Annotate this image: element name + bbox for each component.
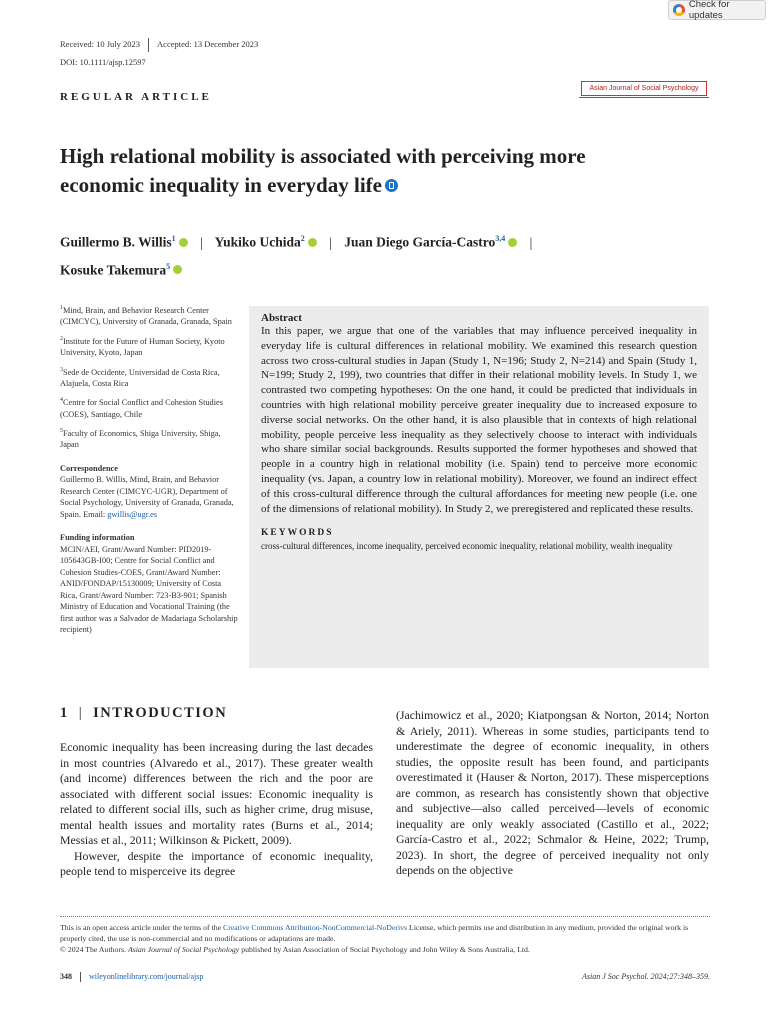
author-affiliation-sup: 5 (166, 261, 171, 271)
author-separator: | (200, 234, 203, 250)
check-for-updates-label: Check for updates (688, 0, 730, 21)
affiliation-text: Centre for Social Conflict and Cohesion Studies (COES), Santiago, Chile (60, 398, 223, 419)
orcid-icon[interactable] (508, 238, 517, 247)
author-affiliation-sup: 2 (300, 234, 305, 243)
article-type: REGULAR ARTICLE (60, 91, 212, 103)
author-separator: | (529, 234, 533, 250)
copyright-text: published by Asian Association of Social Psychology and John Wiley & Sons Australia, Ltd. (239, 945, 530, 954)
body-column-left (60, 740, 373, 880)
orcid-icon[interactable] (173, 265, 182, 274)
abstract-text: In this paper, we argue that one of the variables that may influence perceived inequality in everyday life is cultural differences in relational mobility. We examined this research question across two cross-cultural studies in Japan (Study 1, N=196; Study 2, N=214) and Spain (Study 1, N=199; Study 2, 199), two countries that differ in their relational mobility levels. In Study 1, we contrasted two competing hypotheses: On the one hand, it could be predicted that individuals in countries with high relational mobility perceive greater inequality due to increased exposure to diverse social networks. On the other hand, it is also plausible that in contexts of high relational mobility, people perceive less inequality as they selectively choose to interact with individuals who share similar social backgrounds. Results supported the former hypotheses and showed that people in a country high in relational mobility (i.e. Spain) tend to perceive more economic inequality (vs. Japan, a country low in relational mobility). Moreover, we found an indirect effect of this cross-cultural difference through the cultural affordances for meeting new people (i.e. one of the dimensions of relational mobility). In Study 2, we preregistered and replicated these results. (261, 325, 697, 515)
author-separator: | (329, 234, 332, 250)
check-for-updates-button[interactable] (668, 0, 766, 20)
affiliation (60, 303, 240, 328)
author-name[interactable]: Kosuke Takemura (60, 262, 167, 277)
affiliation-text: Mind, Brain, and Behavior Research Center (CIMCYC), University of Granada, Granada, Spain (60, 305, 232, 327)
affiliation-sup: 2 (60, 335, 63, 342)
received-date: Received: 10 July 2023 (60, 38, 141, 49)
author-name[interactable]: Yukiko Uchida (214, 234, 301, 250)
author-affiliation-sup: 1 (171, 234, 176, 243)
license-note (60, 922, 710, 955)
keywords-heading: KEYWORDS (261, 528, 334, 539)
title-line-2: economic inequality in everyday life (60, 173, 382, 197)
citation: Asian J Soc Psychol. 2024;27:348–359. (582, 972, 710, 981)
author-name[interactable]: Guillermo B. Willis (60, 234, 172, 250)
body-column-right (396, 708, 709, 879)
section-heading (60, 705, 227, 722)
affiliation-sup: 3 (60, 366, 63, 373)
affiliation (60, 395, 240, 420)
divider (80, 972, 81, 982)
paragraph: (Jachimowicz et al., 2020; Kiatpongsan & Norton, 2014; Norton & Ariely, 2011). Whereas in some studies, participants tend to underestimate the degree of economic inequality, in others studies, the opposite result has been found, and participants overestimated it (Hauser & Norton, 2017). These misperceptions are common, as research has consistently shown that objective and subjective—also called perceived—levels of economic inequality are only weakly associated (Castillo et al., 2022; García-Castro et al., 2022; Schmalor & Heine, 2022; Trump, 2023). In short, the degree of perceived inequality not only depends on the objective (396, 708, 709, 877)
open-access-icon (385, 179, 398, 192)
abstract-box (249, 306, 709, 668)
crossmark-icon (673, 4, 685, 16)
funding-heading: Funding information (60, 533, 135, 543)
affiliation-sup: 1 (60, 305, 63, 311)
affiliation-sup: 4 (60, 397, 63, 404)
paragraph: However, despite the importance of economic inequality, people tend to misperceive its degree (60, 848, 373, 878)
page-number: 348 (60, 972, 72, 981)
correspondence-heading: Correspondence (60, 463, 118, 473)
abstract-heading: Abstract (261, 312, 302, 324)
affiliation-text: Faculty of Economics, Shiga University, Shiga, Japan (60, 428, 221, 450)
article-title (60, 142, 700, 200)
license-link[interactable]: Creative Commons Attribution-NonCommercial-NoDerivs (223, 923, 408, 932)
copyright-journal: Asian Journal of Social Psychology (127, 945, 240, 954)
footer-divider (60, 916, 710, 917)
affiliation (60, 334, 240, 359)
article-dates (60, 38, 258, 52)
funding-text: MCIN/AEI, Grant/Award Number: PID2019-105643GB-I00; Centre for Social Conflict and Cohesion Studies-COES, Grant/Award Number: ANID/FONDAP/15130009; University of Costa Rica, Grant/Award Number: 723-B3-901; Spanish Ministry of Education and Vocational Training (the first author was a Salvador de Madariaga Scholarship recipient) (60, 544, 238, 635)
license-text: This is an open access article under the terms of the (60, 923, 224, 932)
paragraph: Economic inequality has been increasing during the last decades in most countries (Alvaredo et al., 2017). These greater wealth (and income) differences between the rich and the poor are associated with different social issues: Economic inequality is related to different social ills, such as higher crime, drug misuse, mental health issues and mortality rates (Burns et al., 2014; Messias et al., 2011; Wilkinson & Pickett, 2009). (60, 740, 373, 847)
email-link[interactable]: gwillis@ugr.es (107, 509, 158, 519)
title-line-1: High relational mobility is associated with perceiving more (60, 144, 586, 168)
copyright-text: © 2024 The Authors. (60, 945, 128, 954)
journal-rule (579, 97, 709, 98)
journal-url[interactable]: wileyonlinelibrary.com/journal/ajsp (89, 972, 204, 981)
doi[interactable]: DOI: 10.1111/ajsp.12597 (60, 57, 146, 67)
section-title: INTRODUCTION (93, 705, 228, 721)
affiliation-text: Sede de Occidente, Universidad de Costa Rica, Alajuela, Costa Rica (60, 367, 220, 388)
author-list (60, 227, 740, 282)
divider (148, 38, 149, 52)
affiliation (60, 365, 240, 390)
correspondence-text (60, 474, 240, 520)
license-text: License, which permits use and distribution in any medium, provided the original work is properly cited, the use is non-commercial and no modifications or adaptations are made. (60, 923, 689, 943)
journal-badge[interactable]: Asian Journal of Social Psychology (581, 81, 707, 96)
affiliation (60, 426, 240, 451)
orcid-icon[interactable] (308, 238, 317, 247)
accepted-date: Accepted: 13 December 2023 (157, 38, 259, 49)
page-footer (60, 972, 710, 982)
section-number: 1 (60, 705, 69, 721)
affiliation-sup: 5 (60, 428, 63, 435)
orcid-icon[interactable] (179, 238, 188, 247)
author-affiliation-sup: 3,4 (495, 234, 506, 243)
email-label: Email: (83, 509, 108, 519)
affiliation-text: Institute for the Future of Human Society, Kyoto University, Kyoto, Japan (60, 336, 225, 358)
sidebar (60, 303, 240, 642)
section-separator: | (78, 705, 84, 721)
author-name[interactable]: Juan Diego García-Castro (344, 234, 496, 250)
correspondence-body: Guillermo B. Willis, Mind, Brain, and Behavior Research Center (CIMCYC-UGR), Department of Social Psychology, University of Granada, Granada, Spain. (60, 475, 234, 519)
keywords-text: cross-cultural differences, income inequality, perceived economic inequality, relational mobility, wealth inequality (261, 541, 673, 552)
